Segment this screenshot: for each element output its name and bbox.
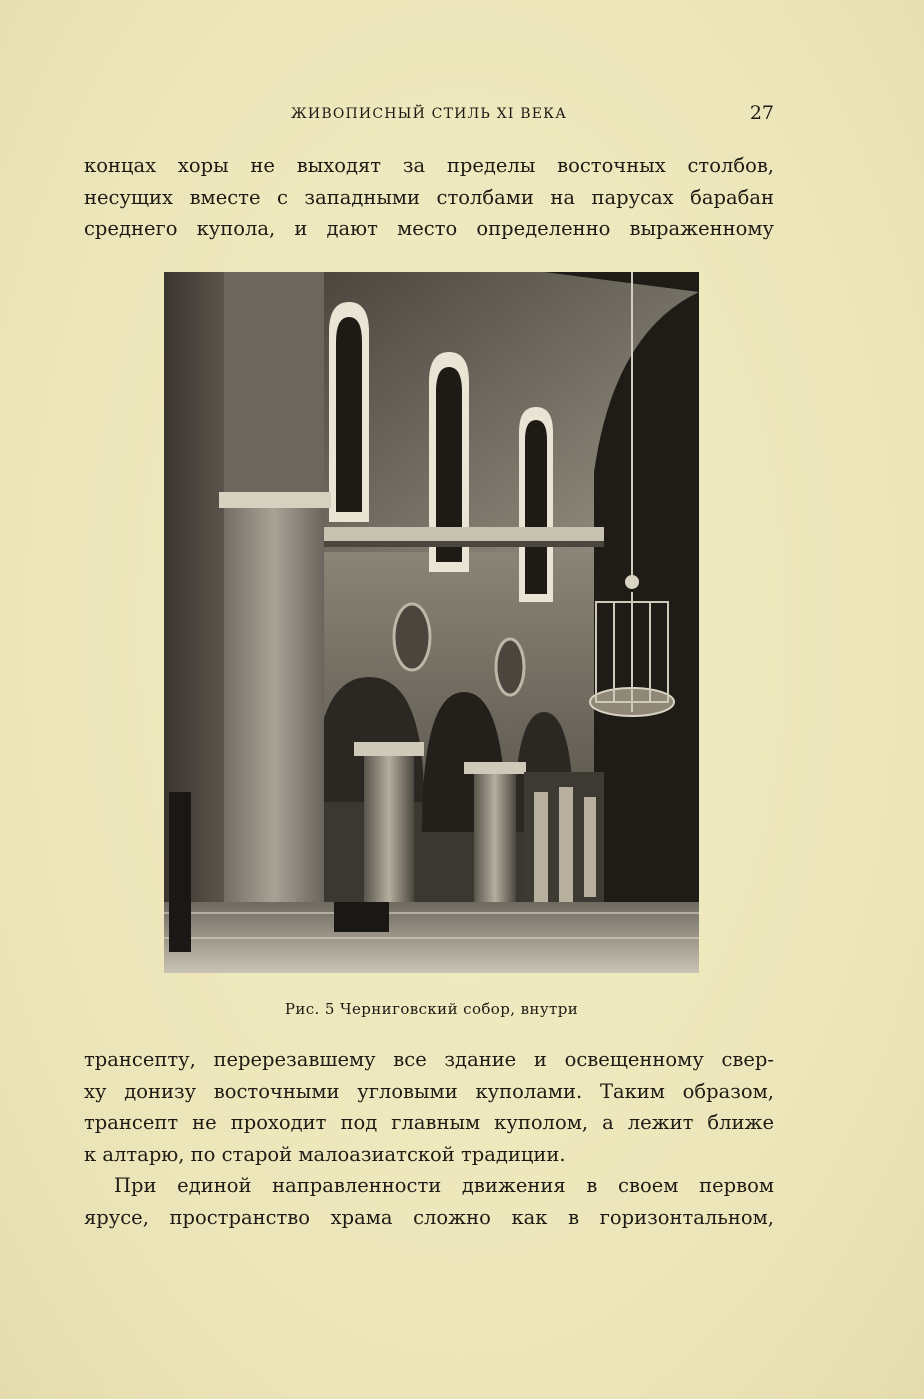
text-line: трансепту, перерезавшему все здание и освещенному свер- <box>84 1048 774 1071</box>
text-line: ху донизу восточными угловыми куполами. Таким образом, <box>84 1079 774 1103</box>
text-line: к алтарю, по старой малоазиатской традиции. <box>84 1142 566 1166</box>
running-head <box>84 102 774 126</box>
text-line: ярусе, пространство храма сложно как в горизонтальном, <box>84 1205 774 1229</box>
text-line: трансепт не проходит под главным куполом, а лежит ближе <box>84 1111 774 1134</box>
figure-photo-cathedral-interior <box>164 272 699 973</box>
page-number: 27 <box>749 102 774 124</box>
text-line: концах хоры не выходят за пределы восточных столбов, <box>84 154 774 177</box>
text-line: При единой направленности движения в своем первом <box>114 1174 774 1197</box>
figure-caption: Рис. 5 Черниговский собор, внутри <box>284 1000 579 1018</box>
text-line: несущих вместе с западными столбами на парусах барабан <box>84 185 774 209</box>
paragraph-bottom <box>84 1044 774 1233</box>
running-title: ЖИВОПИСНЫЙ СТИЛЬ XI ВЕКА <box>291 106 567 122</box>
text-line: среднего купола, и дают место определенно выраженному <box>84 217 774 240</box>
paragraph-top <box>84 150 774 245</box>
